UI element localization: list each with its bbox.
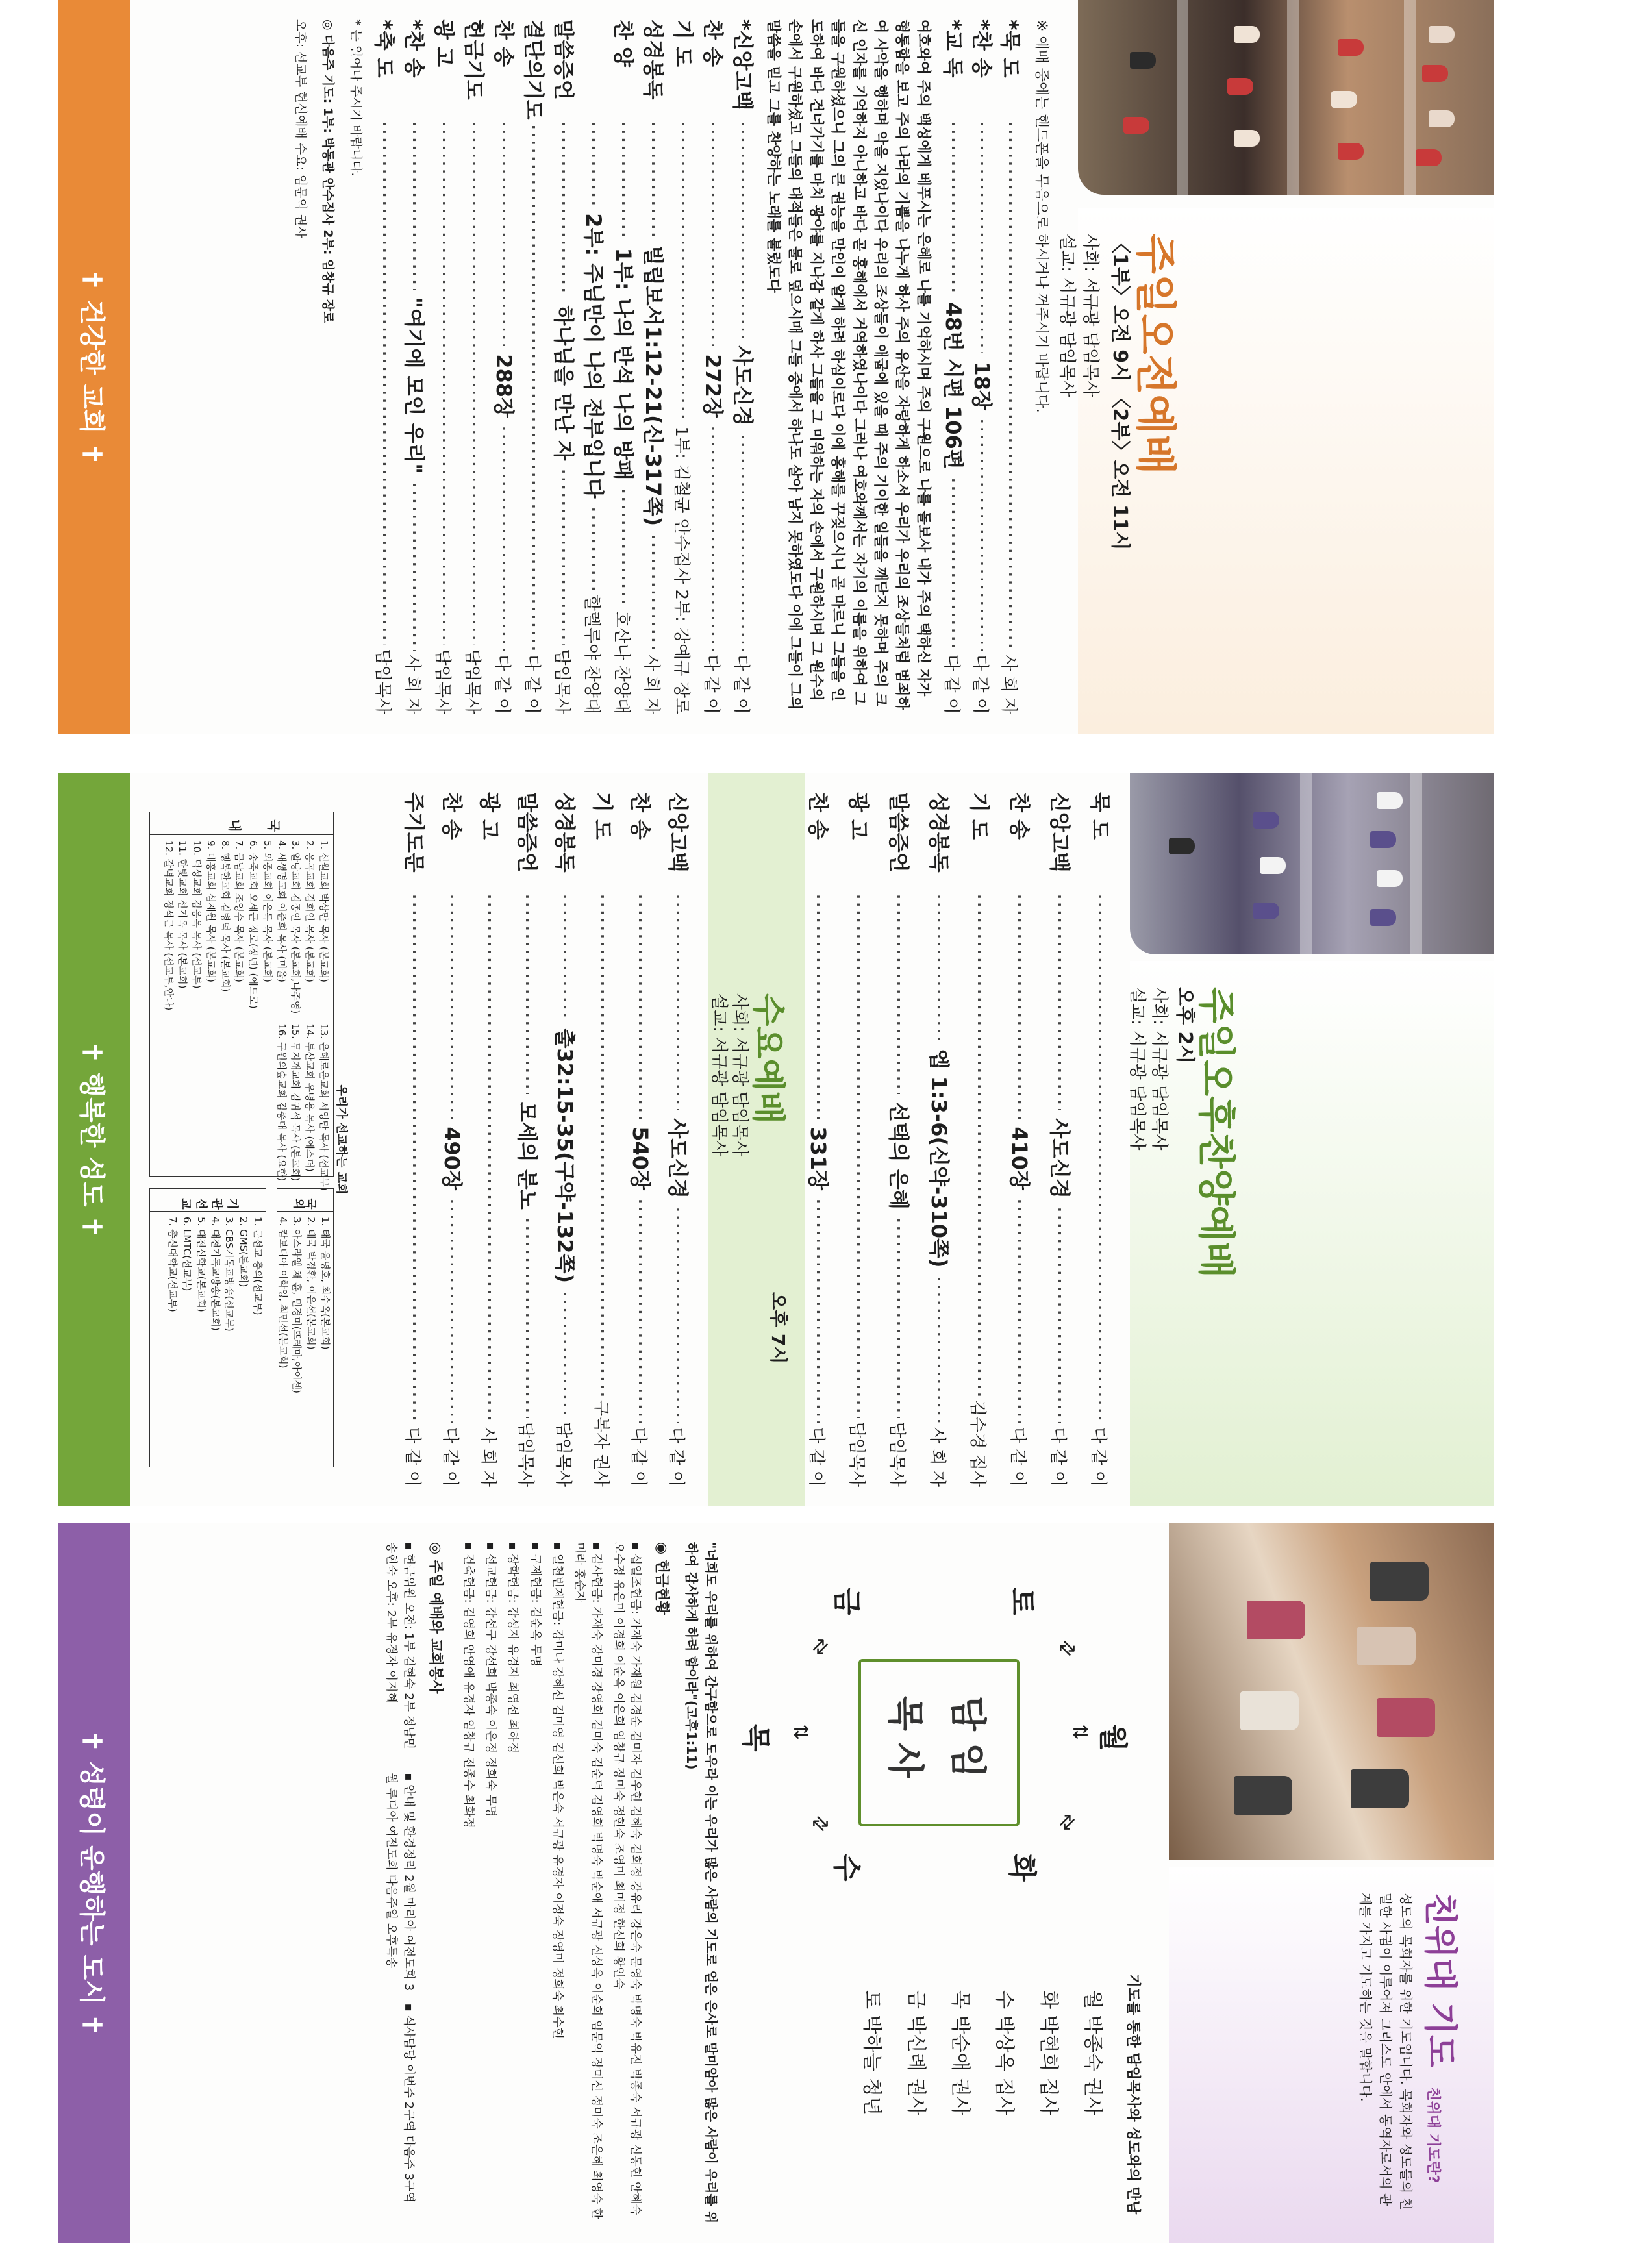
order-leader: 담임목사 [372,649,392,714]
order-leader: 할렐루야 찬양대 [581,594,601,715]
next-week-prayer: ◎ 다음주 기도: 1부: 박동관 안수집사 2부: 임창규 장로 [321,19,336,323]
order-row [610,19,636,714]
order-item: 1부: 나의 반석 나의 방패 [610,247,636,480]
footer-banner: ✝ 성령이 운행하는 도시 ✝ [58,1523,130,2243]
order-row [670,19,695,714]
order-leader: 다 같 이 [629,1427,648,1488]
wheel-day-thu: 목 [739,1724,772,1752]
order-label: 말씀증언 [886,792,911,873]
order-leader: 다 같 이 [521,654,542,714]
order-label: 찬 송 [628,792,653,840]
wheel-day-mon: 월 [1096,1724,1129,1752]
order-row [630,792,651,1487]
mission-church: 15. 무지개교회 김귀석 목사 (본교회) [290,1023,302,1182]
afternoon-order [768,792,1110,1487]
order-item: 모세의 분노 [515,1101,540,1210]
order-label: 찬 송 [700,19,725,67]
prayer-wheel: 월 화 수 목 금 토 ⇅ ⇅ ⇅ ⇅ ⇅ ⇅ 담임 목사 [740,1549,1143,1938]
wednesday-preacher: 설교: 서규광 담임목사 [709,993,729,1157]
order-label: 기 도 [590,792,615,840]
order-row [848,792,869,1487]
order-row [888,792,909,1487]
mission-foreign-item: 3. 아스라엘 채 휸, 민경미(뜨레마,아이센) [291,1217,303,1393]
order-label: 찬 송 [1007,792,1032,840]
afternoon-preacher: 설교: 서규광 담임목사 [1127,987,1147,1151]
order-item: 18장 [969,361,994,410]
order-label: 말씀증언 [551,19,576,100]
meeting-item: 토 박하늘 청년 [860,1990,884,2115]
order-row [583,19,604,714]
order-item: 엡 1:3-6(신약-310쪽) [927,1049,951,1268]
order-leader: 다 같 이 [403,1427,422,1487]
afternoon-time: 오후 2시 [1173,987,1196,1064]
order-label: 기 도 [670,19,695,67]
order-label: 성경봉독 [927,792,951,873]
order-leader: 다 같 이 [701,654,721,715]
order-label: 광 고 [431,19,457,67]
meeting-item: 금 박신례 권사 [905,1990,928,2115]
order-label: 기 도 [967,792,992,840]
mission-church: 8. 행복한교회 김병덕 목사 (본교회) [219,840,231,992]
order-row [517,792,538,1487]
order-row [461,19,486,714]
order-row [553,19,574,714]
order-leader: 다 같 이 [666,1427,686,1488]
order-item: 선택의 은혜 [886,1101,911,1210]
order-row [442,792,462,1487]
mission-church: 3. 알땅교회 김종인 목사 (본교회,나주영) [290,840,302,1014]
order-leader: 담임목사 [516,1421,535,1488]
mission-org-item: 5. 대전신학교(본교회) [195,1217,207,1312]
wednesday-title: 수요예배 [748,993,788,1124]
order-item: 288장 [491,354,516,418]
offering-line: ▪ 감사헌금: 가재숙 강미경 강영희 김미숙 김순덕 김영희 박명숙 박순애 서규광 신상옥 이순희 임문익 장미선 정미숙 조은혜 최영숙 한미라 홍순자 [572,1542,603,2219]
order-leader: 구복자 권사 [591,1400,610,1487]
offering-line: ▪ 장학헌금: 강성자 유경자 최영선 최하정 [506,1542,520,1754]
order-row [371,19,397,714]
service-preacher: 설교: 서규광 담임목사 [1057,234,1077,397]
order-label: *찬 송 [401,19,427,78]
mission-church: 5. 외종교회 이은득 목사 (본교회) [262,840,273,982]
order-leader: 다 같 이 [1008,1427,1027,1488]
order-leader: 김수경 집사 [968,1400,987,1487]
order-leader: 사 회 자 [927,1427,947,1488]
order-row [929,792,949,1487]
order-item: "여기에 모인 우리" [401,297,427,475]
order-label: 성경봉독 [553,792,577,873]
order-item: 410장 [1007,1127,1032,1190]
order-row [732,19,753,714]
offering-line: ▪ 구제헌금: 김순옥 무명 [528,1542,542,1667]
mission-foreign-label: 국외 [277,1189,333,1212]
order-item: 빌립보서1:12-21(신-317쪽) [640,245,666,527]
wheel-day-sat: 토 [1005,1588,1038,1615]
afternoon-title: 주일오후찬양예배 [1194,987,1238,1278]
duty-column: ▪ 식사담당 이번주 2구역 다음주 3구역 [402,2003,416,2203]
mission-foreign-list [277,1212,333,1399]
order-row [1009,792,1030,1487]
order-leader: 호산나 찬양대 [611,611,631,714]
order-row [700,19,725,715]
mission-org-item: 2. GMS(본교회) [238,1217,250,1288]
order-item: 사도신경 [1047,1118,1072,1199]
order-item: 48번 시편 106편 [940,302,966,469]
duty-column: ▪ 안내 및 환경정리 2월 마리아 여전도회 3월 루디아 여전도회 다음주일 오후특송 [384,1773,416,1991]
order-label: 말씀증언 [515,792,540,873]
order-row [971,19,992,714]
order-row [997,19,1023,714]
order-label: 광 고 [477,792,502,840]
offering-line: ▪ 건축헌금: 김영희 안영애 유경자 임창규 전종수 최화정 [462,1542,476,1828]
order-leader: 다 같 이 [941,654,961,714]
order-leader: 담임목사 [462,649,482,714]
order-label: 헌금기도 [461,19,486,100]
order-item: 331장 [806,1127,831,1190]
mission-org-item: 4. 대전기독교방송(본교회) [209,1217,221,1331]
mission-org-item: 3. CBS기독교방송(선교부) [223,1217,236,1332]
order-item: 490장 [440,1127,464,1190]
order-label: 결단의기도 [521,19,546,120]
order-row [668,792,688,1487]
meeting-item: 목 박순애 권사 [949,1990,972,2115]
wheel-day-tue: 화 [1005,1854,1038,1882]
order-row [491,19,516,715]
duty-heading: ◎ 주일 예배와 교회봉사 [427,1542,444,1694]
offering-line: ▪ 일천번제헌금: 강미나 강혜선 김미영 김선희 박은숙 서규광 유경자 이정숙 장영미 정희숙 최수현 [550,1542,564,2039]
mission-church: 12. 갈벽교회 정석근 목사 (선교부,안나) [162,840,175,1011]
mission-org-item: 6. LMTC(선교부) [181,1217,194,1291]
mission-church: 1. 신월교회 박상만 목사 (본교회) [318,840,330,982]
mission-church: 6. 송죽교회 오세근 장로(장년) (에드로) [247,840,260,1009]
mission-domestic-label: 국내 [150,812,333,835]
wheel-center-box [858,1659,1020,1826]
mission-org-list [150,1212,266,1337]
worship-order [940,19,1023,714]
order-item: 2부: 주님만이 나의 전부입니다 [581,213,606,499]
order-row [969,792,990,1487]
order-row [808,792,829,1487]
wheel-center-line2: 목사 [884,1695,926,1790]
order-leader: 사 회 자 [402,654,422,714]
order-label: *묵 도 [997,19,1023,78]
prayer-title: 친위대 기도 [1420,1893,1460,2068]
offering-line: ▪ 선교헌금: 강선구 강선희 박종숙 이은정 정희숙 무명 [484,1542,498,1817]
mission-church: 2. 응곡교회 김희인 목사 (본교회) [304,840,316,982]
mission-heading: 우리가 선교하는 교회 [334,1084,348,1195]
prayer-description: 성도의 목회자를 위한 기도입니다. 목회자와 성도들의 친밀한 사귐이 이루어져 그리스도 안에서 동역자로서의 관계를 가지고 기도하는 것을 말합니다. [1358,1893,1414,2210]
duty-column: ▪ 헌금위원 오전: 1부 김현숙 2부 정남민 송현숙 오후: 2부 유경자 이지혜 [384,1542,416,1749]
order-leader: 다 같 이 [731,654,751,715]
order-leader: 다 같 이 [1048,1427,1068,1488]
mission-domestic-list [150,835,333,1191]
mission-church: 4. 새생명교회 이준희 목사 (미율) [275,840,288,982]
service-host: 사회: 서규광 담임목사 [1081,234,1100,397]
order-leader: 다 같 이 [807,1427,826,1488]
order-leader: 다 같 이 [1088,1427,1108,1487]
mission-church: 10. 덕성교회 김응옥 목사 (선교부) [191,840,203,989]
order-label: 찬 양 [610,19,636,67]
mission-church: 9. 대흥교회 심재원 목사 (본교회) [205,840,217,982]
next-week-prayer-afternoon: 오후: 선교부 헌신예배 수요: 임문익 권사 [293,19,308,238]
order-label: 신앙고백 [666,792,690,873]
mission-foreign-item: 4. 캄보디아 이학영, 최민선(본교회) [277,1217,289,1369]
order-leader: 다 같 이 [970,654,990,714]
order-row [1049,792,1070,1487]
order-leader: 사 회 자 [998,654,1018,714]
wednesday-host: 사회: 서규광 담임목사 [730,993,749,1157]
wheel-day-fri: 금 [830,1588,863,1615]
order-leader: 담임목사 [551,649,571,715]
order-label: *교 독 [940,19,966,78]
worship-photo [1078,0,1494,195]
mission-foreign-item: 2. 태국 박경환, 이은선(본교회) [305,1217,318,1350]
order-item: 540장 [628,1127,653,1190]
order-row [523,19,544,714]
order-label: 찬 송 [440,792,464,840]
choir-photo [1130,773,1494,954]
wheel-center-line1: 담임 [946,1695,988,1790]
meeting-item: 화 박현희 집사 [1037,1990,1060,2115]
fellowship-photo [1169,1523,1494,1860]
responsive-reading: 여호와여 주의 백성에게 베푸시는 은혜로 나를 기억하시며 주의 구원으로 나를 돌보사 내가 주의 택하신 자가 형통함을 보고 주의 나라의 기쁨을 나누게 하사 주의 유산을 자랑하게 하소서 우리가 우리의 조상들처럼 범죄하여 사악을 행하며 악을 지었나이다 우리의 조상들이 애굽에 있을 때 주의 기이한 일들을 깨닫지 못하며 주의 크신 인자를 기억하지 아니하고 바다 곧 홍해에서 거역하였나이다 그러나 여호와께서는 자기의 이름을 위하여 그들을 구원하셨으니 그의 큰 권능을 만인이 알게 하려 하심이로다 이에 홍해를 꾸짖으시니 곧 마르니 그들을 인도하여 바다 건너가기를 마치 광야를 지나감 같게 하사 그들을 그 미워하는 자의 손에서 구원하시며 그 원수의 손에서 구원하셨고 그들의 대적들은 물로 덮으시매 그들 중에서 하나도 살아 남지 못하였도다 이에 그들이 그의 말씀을 믿고 그를 찬양하는 노래를 불렀도다 [764,19,931,710]
order-label: *신앙고백 [730,19,755,111]
order-leader: 담임목사 [847,1421,866,1487]
offering-line: ▪ 십일조헌금: 가재숙 가재원 김경순 김미자 김우현 김혜숙 김희정 강유리 강은숙 문영숙 박명숙 박유진 박종숙 서규광 신동현 안혜숙 오수정 유은미 이경희 이순옥 이은희 임창규 장미숙 정현숙 조영미 최미정 한선희 황인숙 [611,1542,642,2216]
mission-church: 16. 구원의숲교회 김종대 목사 (요한) [275,1023,288,1182]
service-time: 〈1부〉오전 9시 〈2부〉오전 11시 [1108,234,1131,551]
order-item: 하나님을 만난 자 [551,305,576,461]
offering-heading: ◉ 헌금현황 [653,1542,670,1615]
order-leader: 담임목사 [887,1421,907,1488]
order-item: 272장 [700,354,725,418]
meeting-item: 월 박종숙 권사 [1081,1990,1105,2115]
footer-banner: ✝ 행복한 성도 ✝ [58,773,130,1506]
mission-church: 11. 한빛교회 선기옥 목사 (본교회) [177,840,189,989]
service-title: 주일오전예배 [1131,234,1179,475]
footer-banner: ✝ 건강한 교회 ✝ [58,0,130,734]
offering-list [460,1542,644,2224]
order-item: 사도신경 [730,345,755,426]
order-label: 광 고 [846,792,871,840]
prayer-subtitle: 친위대 기도란? [1425,2087,1441,2184]
mission-church: 7. 금남교회 조영수 목사 (본교회) [233,840,245,982]
order-label: 성경봉독 [640,19,666,100]
afternoon-host: 사회: 서규광 담임목사 [1149,987,1169,1151]
panel-prayer-guard [58,1523,1494,2243]
panel-afternoon-wednesday [58,773,1494,1506]
stand-footnote: * 는 일어나 주시기 바랍니다. [348,19,363,177]
bible-verse: "너희도 우리를 위하여 간구함으로 도우라 이는 우리가 많은 사람의 기도로 얻은 은사로 말미암아 많은 사람이 우리를 위하여 감사하게 하려 함이라"(고후1:11) [684,1542,719,2224]
wednesday-order [404,792,688,1487]
meeting-item: 수 박상옥 집사 [993,1990,1016,2115]
order-leader: 다 같 이 [440,1427,460,1488]
meeting-title: 기도를 통한 담임목사와 성도와의 만남 [1125,1973,1141,2215]
order-leader: 담임목사 [432,649,452,714]
order-row [401,19,427,714]
wheel-day-wed: 수 [830,1854,863,1882]
order-row [1090,792,1110,1487]
order-label: 찬 송 [491,19,516,67]
mission-church: 14. 부산교회 우병용 목사 (에스더) [304,1023,316,1172]
panel-sunday-morning [58,0,1494,734]
meeting-list [860,1964,1109,2224]
order-item: 사도신경 [666,1118,690,1199]
mission-foreign-item: 1. 태국 윤명호, 최수옥(본교회) [319,1217,331,1350]
duty-grid [382,1542,418,2224]
order-leader: 다 같 이 [492,654,512,715]
mission-org-item: 7. 총신대학교(선교부) [167,1217,179,1312]
order-leader: 1부: 김철균 안수집사 2부: 강예규 장로 [671,426,691,714]
order-label: 주기도문 [402,792,427,873]
order-label: 묵 도 [1088,792,1112,840]
order-leader: 사 회 자 [641,654,661,715]
order-item: 출32:15-35(구약-132쪽) [553,1028,577,1284]
mission-church: 13. 은혜로운교회 서영만 목사 (선교부) [318,1023,330,1191]
order-row [479,792,500,1487]
order-row [404,792,425,1487]
mission-org-item: 1. 군선교 충의(선교부) [252,1217,264,1315]
order-leader: 담임목사 [553,1421,573,1487]
order-label: *찬 송 [969,19,994,78]
order-row [592,792,613,1487]
order-row [555,792,575,1487]
order-leader: 사 회 자 [478,1427,497,1487]
mission-org-label: 기관선교 [150,1189,266,1212]
order-label: 찬 송 [806,792,831,840]
order-label: 신앙고백 [1047,792,1072,873]
worship-order-continued [371,19,755,715]
order-row [640,19,666,715]
order-row [940,19,966,714]
order-label: *축 도 [371,19,397,78]
wednesday-time: 오후 7시 [768,1292,789,1364]
order-row [431,19,457,714]
phone-notice: ※ 예배 중에는 핸드폰을 무음으로 하시거나 꺼주시기 바랍니다. [1033,19,1049,413]
